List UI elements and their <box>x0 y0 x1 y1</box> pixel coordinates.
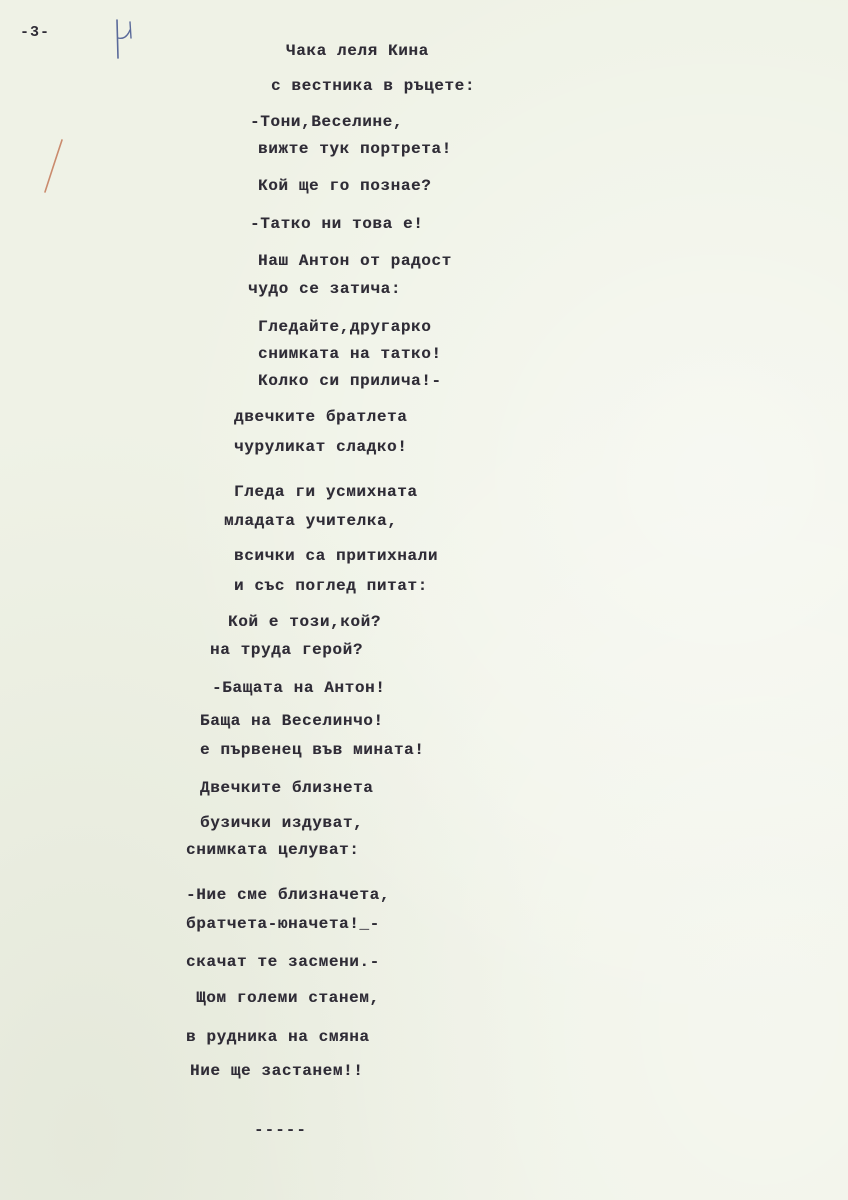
poem-line: младата учителка, <box>224 512 398 530</box>
poem-line: Кой ще го познае? <box>258 177 432 195</box>
poem-line: чудо се затича: <box>248 280 402 298</box>
poem-line: -Бащата на Антон! <box>212 679 386 697</box>
pencil-annotation-mark <box>112 18 136 62</box>
poem-line: с вестника в ръцете: <box>271 77 476 95</box>
poem-line: -Татко ни това е! <box>250 215 424 233</box>
poem-line: на труда герой? <box>210 641 364 659</box>
poem-line: Двечките близнета <box>200 779 374 797</box>
poem-line: Кой е този,кой? <box>228 613 382 631</box>
poem-line: братчета-юначета!_- <box>186 915 380 933</box>
poem-line: Гледайте,другарко <box>258 318 432 336</box>
poem-line: Ние ще застанем!! <box>190 1062 364 1080</box>
poem-line: в рудника на смяна <box>186 1028 370 1046</box>
poem-line: снимката целуват: <box>186 841 360 859</box>
poem-line: Баща на Веселинчо! <box>200 712 384 730</box>
end-divider: ----- <box>254 1121 308 1139</box>
poem-line: Щом големи станем, <box>196 989 380 1007</box>
red-pencil-mark <box>40 138 70 196</box>
poem-line: двечките братлета <box>234 408 408 426</box>
poem-line: вижте тук портрета! <box>258 140 452 158</box>
poem-line: всички са притихнали <box>234 547 439 565</box>
poem-line: снимката на татко! <box>258 345 442 363</box>
poem-line: е първенец във мината! <box>200 741 425 759</box>
poem-line: скачат те засмени.- <box>186 953 380 971</box>
poem-line: -Ние сме близначета, <box>186 886 391 904</box>
poem-line: Гледа ги усмихната <box>234 483 418 501</box>
poem-line: Наш Антон от радост <box>258 252 452 270</box>
poem-line: бузички издуват, <box>200 814 364 832</box>
poem-line: -Тони,Веселине, <box>250 113 404 131</box>
page-number: -3- <box>20 24 51 41</box>
poem-line: Чака леля Кина <box>286 42 429 60</box>
poem-line: чуруликат сладко! <box>234 438 408 456</box>
poem-line: Колко си прилича!- <box>258 372 442 390</box>
poem-line: и със поглед питат: <box>234 577 428 595</box>
